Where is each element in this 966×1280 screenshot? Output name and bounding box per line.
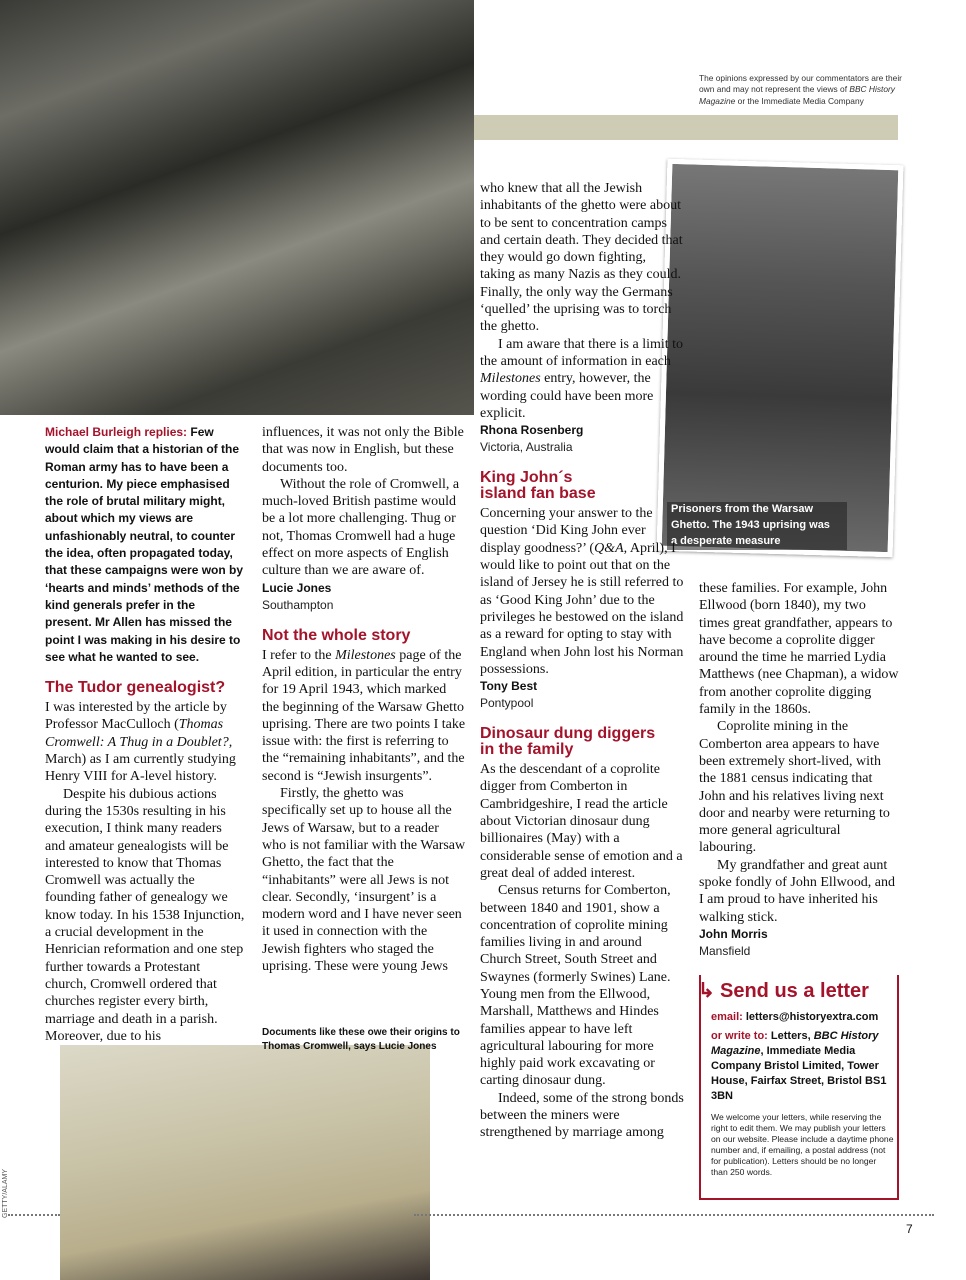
photo-caption: Prisoners from the Warsaw Ghetto. The 1943 uprising was a desperate measure <box>667 502 847 550</box>
arrow-icon: ↳ <box>698 980 715 1002</box>
whole-story-place: Victoria, Australia <box>480 440 573 455</box>
warsaw-ghetto-prisoners-photo <box>657 159 904 557</box>
tudor-p1: I was interested by the article by Professor MacCulloch (Thomas Cromwell: A Thug in a Doublet?, March) as I am currently studying Henry VIII for A-level history. <box>45 700 236 785</box>
whole-story-heading: Not the whole story <box>262 626 411 644</box>
jungle-soldiers-photo <box>0 0 474 415</box>
disclaimer: The opinions expressed by our commentators are their own and may not represent the views of BBC History Magazine or the Immediate Media Company <box>699 73 902 106</box>
whole-story-author: Rhona Rosenberg <box>480 423 584 438</box>
column-4 <box>699 580 899 960</box>
dinosaur-place: Mansfield <box>699 943 751 958</box>
email-link[interactable]: letters@historyextra.com <box>742 1011 879 1023</box>
genealogy-documents-photo <box>60 1045 430 1280</box>
dotted-rule-left <box>8 1214 60 1216</box>
postal-address: or write to: Letters, BBC History Magazine, Immediate Media Company Bristol Limited, Tower House, Fairfax Street, Bristol BS1 3BN <box>711 1030 887 1102</box>
tudor-p3: influences, it was not only the Bible that was now in English, but these documents too. <box>262 425 464 475</box>
dotted-rule-right <box>414 1214 934 1216</box>
dinosaur-heading: Dinosaur dung diggers in the family <box>480 725 656 759</box>
whole-story-p1: I refer to the Milestones page of the April edition, in particular the entry for 19 April 1943, which marked the beginning of the Warsaw Ghetto uprising. There are two points I take issue with: the first is referring to the “remaining inhabitants”, and the second is “Jewish insurgents”. <box>262 647 466 784</box>
tudor-p4: Without the role of Cromwell, a much-loved British pastime would be a lot more challenging. Thug or not, Thomas Cromwell had a huge effect on more aspects of English culture than we are aware of. <box>262 476 460 579</box>
dinosaur-p5: Coprolite mining in the Comberton area appears to have been extremely short-lived, with the 1881 census indicating that John and his relatives living next door and nearby were returning to more general agricultural labouring. <box>699 719 890 856</box>
dinosaur-author: John Morris <box>699 926 768 941</box>
dinosaur-p3: Indeed, some of the strong bonds between the miners were strengthened by marriage among <box>480 1090 684 1141</box>
column-3 <box>480 180 684 1142</box>
dinosaur-p1: As the descendant of a coprolite digger from Comberton in Cambridgeshire, I read the article about Victorian dinosaur dung billionaires (May) with a considerable sense of emotion and a great deal of added interest. <box>480 762 683 881</box>
editor-reply: Michael Burleigh replies: Few would claim that a historian of the Roman army has to have been a centurion. My piece emphasised the role of brutal military might, about which my views are unfashionably neutral, to counter the idea, often propagated today, that these campaigns were won by ‘hearts and minds’ methods of the kind generals prefer in the present. Mr Allen has missed the point I was making in his desire to see what he wanted to see. <box>45 425 244 664</box>
tudor-p2: Despite his dubious actions during the 1530s resulting in his execution, I think many readers and amateur genealogists will be interested to know that Thomas Cromwell was actually the founding father of genealogy we know today. In his 1538 Injunction, a crucial development in the Henrician reformation and one step further towards a Protestant church, Cromwell ordered that churches register every birth, marriage and death in a parish. Moreover, due to his <box>45 786 245 1044</box>
email-line: email: letters@historyextra.com <box>711 1011 879 1023</box>
column-2 <box>262 424 466 975</box>
king-john-p1: Concerning your answer to the question ‘Did King John ever display goodness?’ (Q&A, April), I would like to point out that on the island of Jersey he is still referred to as ‘Good King John’ due to the privileges he bestowed on the island as a reward for opting to stay with England when John lost his Norman possessions. <box>480 506 684 677</box>
dinosaur-p2: Census returns for Comberton, between 1840 and 1901, show a concentration of coprolite mining families living in and around Church Street, South Street and Swaynes (formerly Swines) Lane. Young men from the Ellwood, Marshall, Matthews and Hindes families appear to have left agricultural labouring for more highly paid work excavating or carting dinosaur dung. <box>480 883 671 1089</box>
tudor-place: Southampton <box>262 597 334 612</box>
send-letter-heading: ↳ Send us a letter <box>698 980 869 1002</box>
king-john-place: Pontypool <box>480 696 534 711</box>
column-1 <box>45 424 245 1045</box>
page-number: 7 <box>906 1222 913 1236</box>
documents-caption: Documents like these owe their origins to Thomas Cromwell, says Lucie Jones <box>262 1027 460 1052</box>
dinosaur-p4: these families. For example, John Ellwood (born 1840), my two times great grandfather, appears to have become a coprolite digger around the time he married Lydia Matthews (nee Chapman), a widow from another coprolite digging family in the 1860s. <box>699 581 899 718</box>
send-letter-text <box>711 1010 895 1182</box>
whole-story-p2: Firstly, the ghetto was specifically set up to house all the Jews of Warsaw, but to a reader who is not familiar with the Warsaw Ghetto, the fact that the “inhabitants” were all Jews is not clear. Secondly, ‘insurgent’ is a modern word and I have never seen it used in connection with the Jewish fighters who staged the uprising. These were young Jews <box>262 786 466 975</box>
header-bar <box>474 115 898 140</box>
whole-story-p4: I am aware that there is a limit to the amount of information in each Milestones entry, however, the wording could have been more explicit. <box>480 336 684 421</box>
king-john-heading: King John´s island fan base <box>480 469 596 503</box>
dinosaur-p6: My grandfather and great aunt spoke fondly of John Ellwood, and I am proud to have inherited his walking stick. <box>699 857 895 925</box>
tudor-author: Lucie Jones <box>262 580 332 595</box>
king-john-author: Tony Best <box>480 679 538 694</box>
whole-story-p3: who knew that all the Jewish inhabitants of the ghetto were about to be sent to concentration camps and certain death. They decided that they would go down fighting, taking as many Nazis as they could. Finally, the only way the Germans ‘quelled’ the uprising was to torch the ghetto. <box>480 181 683 335</box>
photo-credit: GETTY/ALAMY <box>2 1168 9 1218</box>
tudor-heading: The Tudor genealogist? <box>45 679 226 697</box>
letter-policy: We welcome your letters, while reserving the right to edit them. We may publish your letters on our website. Please include a daytime phone number and, if emailing, a postal address (not for publication). Letters should be no longer than 250 words. <box>711 1112 894 1177</box>
